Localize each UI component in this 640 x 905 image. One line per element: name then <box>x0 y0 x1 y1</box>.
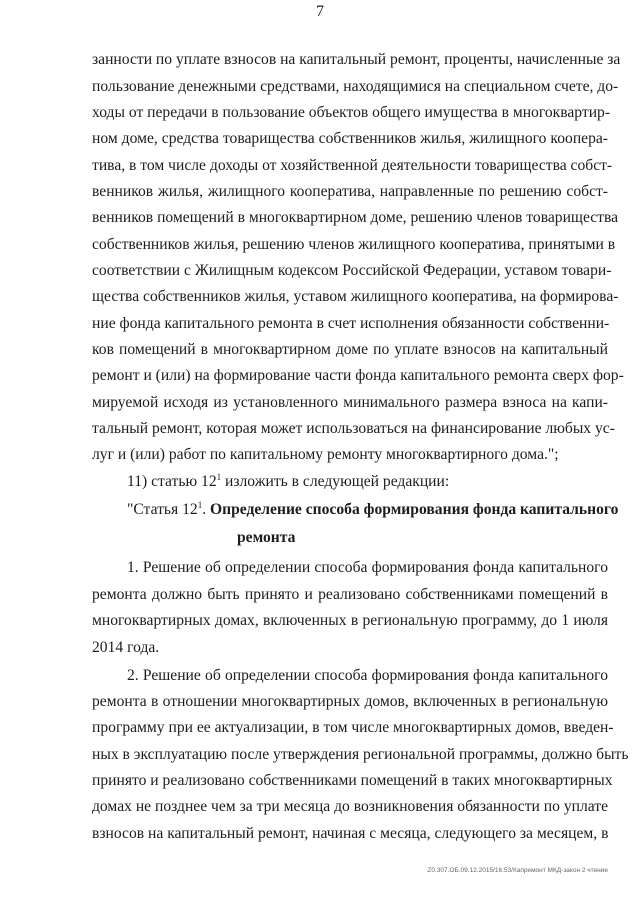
article-title-continued: ремонта <box>237 529 296 546</box>
text-line: тива, в том числе доходы от хозяйственной деятельности товарищества собст- <box>92 157 613 174</box>
paragraph-2-line: взносов на капитальный ремонт, начиная с месяца, следующего за месяцем, в <box>92 825 609 842</box>
paragraph-2-line: программу при ее актуализации, в том числе многоквартирных домов, введен- <box>92 719 614 736</box>
article-heading <box>127 500 619 520</box>
article-label-sup: 1 <box>197 500 203 510</box>
text-line: занности по уплате взносов на капитальный ремонт, проценты, начисленные за <box>92 51 621 68</box>
text-line: ков помещений в многоквартирном доме по уплате взносов на капитальный <box>92 341 608 358</box>
text-line: ние фонда капитального ремонта в счет исполнения обязанности собственни- <box>92 315 610 332</box>
amendment-item-11 <box>127 472 608 492</box>
text-line: соответствии с Жилищным кодексом Российской Федерации, уставом товари- <box>92 262 612 279</box>
paragraph-2-line: принято и реализовано собственниками помещений в таких многоквартирных <box>92 772 613 789</box>
paragraph-2-line: домах не позднее чем за три месяца до возникновения обязанности по уплате <box>92 798 608 815</box>
text-line: луг и (или) работ по капитальному ремонту многоквартирного дома."; <box>92 446 559 463</box>
paragraph-1-line: 2014 года. <box>92 639 160 656</box>
paragraph-2-line: ремонта в отношении многоквартирных домов, включенных в региональную <box>92 693 608 710</box>
amendment-item-11-sup: 1 <box>216 472 222 482</box>
text-line: ходы от передачи в пользование объектов общего имущества в многоквартир- <box>92 104 611 121</box>
page-number: 7 <box>316 3 324 20</box>
paragraph-1-line: ремонта должно быть принято и реализовано собственниками помещений в <box>92 586 608 603</box>
text-line: мируемой исходя из установленного минимального размера взноса на капи- <box>92 394 608 411</box>
article-label-dot: . <box>202 501 210 518</box>
text-line: собственников жилья, решению членов жилищного кооператива, принятыми в <box>92 236 616 253</box>
amendment-item-11-suffix: изложить в следующей редакции: <box>221 473 450 490</box>
paragraph-1-line: многоквартирных домах, включенных в региональную программу, до 1 июля <box>92 612 608 629</box>
text-line: ремонт и (или) на формирование части фонда капитального ремонта сверх фор- <box>92 367 624 384</box>
paragraph-2-line: ных в эксплуатацию после утверждения региональной программы, должно быть <box>92 746 629 763</box>
text-line: тальный ремонт, которая может использоваться на финансирование любых ус- <box>92 420 615 437</box>
document-footer: Z0.307.ОБ.09.12.2015/16:53/Капремонт МКД-закон 2 чтение <box>427 867 608 874</box>
article-label: "Статья 12 <box>127 501 198 518</box>
paragraph-1-line: 1. Решение об определении способа формирования фонда капитального <box>127 559 608 576</box>
text-line: пользование денежными средствами, находящимися на специальном счете, до- <box>92 78 619 95</box>
text-line: венников жилья, жилищного кооператива, направленные по решению собст- <box>92 183 608 200</box>
text-line: щества собственников жилья, уставом жилищного кооператива, на формирова- <box>92 288 619 305</box>
text-line: венников помещений в многоквартирном доме, решению членов товарищества <box>92 209 619 226</box>
article-title: Определение способа формирования фонда капитального <box>209 501 619 518</box>
text-line: ном доме, средства товарищества собственников жилья, жилищного коопера- <box>92 130 608 147</box>
paragraph-2-line: 2. Решение об определении способа формирования фонда капитального <box>127 667 608 684</box>
amendment-item-11-prefix: 11) статью 12 <box>127 473 217 490</box>
